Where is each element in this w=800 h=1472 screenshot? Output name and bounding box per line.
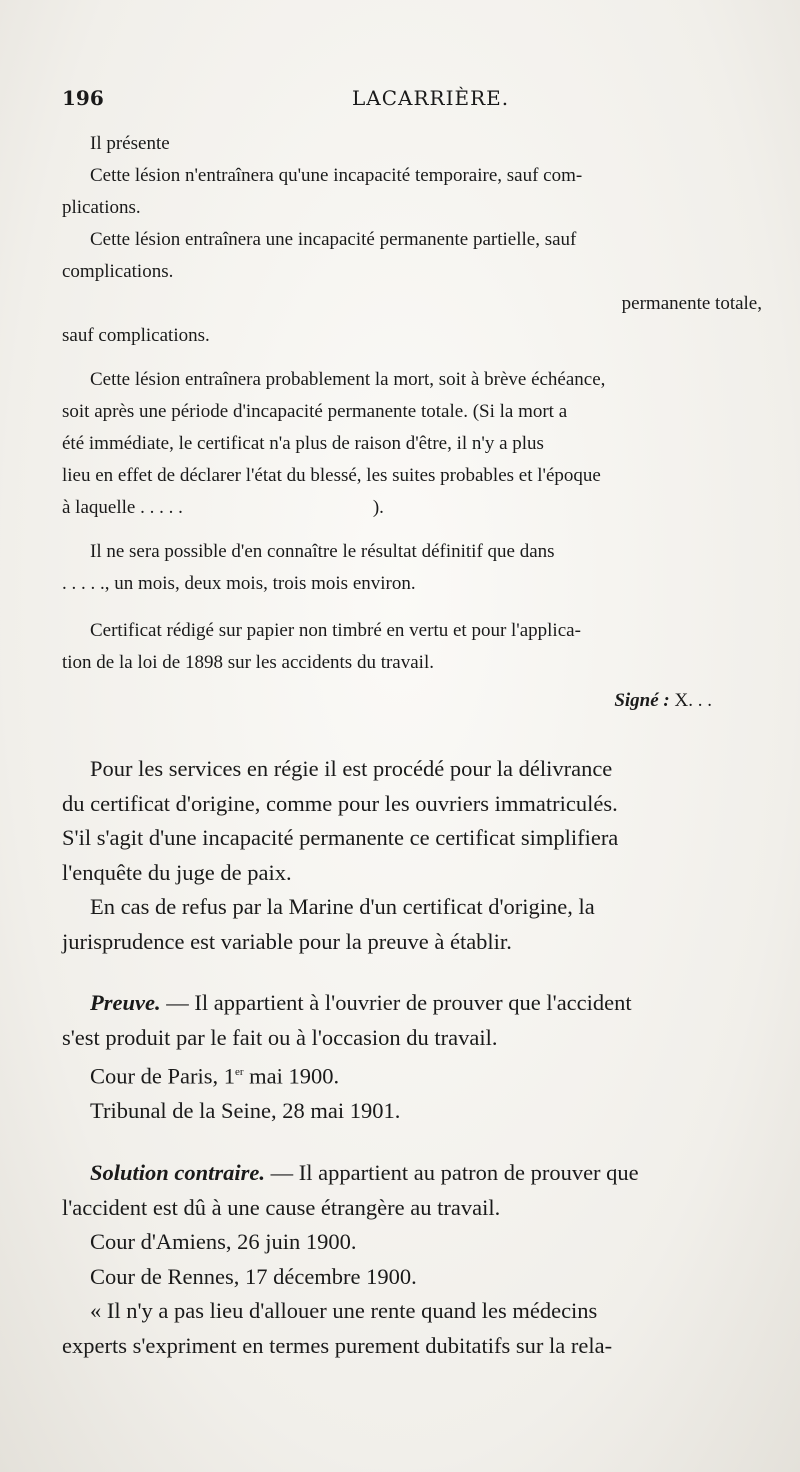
cour-rennes-citation: Cour de Rennes, 17 décembre 1900. — [90, 1263, 417, 1289]
option-temporaire-line2: plications. — [62, 197, 141, 218]
rente-line1: « Il n'y a pas lieu d'allouer une rente quand les médecins — [90, 1298, 598, 1323]
regie-line1: Pour les services en régie il est procédé pour la délivrance — [90, 756, 613, 781]
option-partielle-line1: Cette lésion entraînera une incapacité permanente partielle, sauf — [90, 229, 577, 250]
preuve-label: Preuve. — [90, 990, 161, 1015]
resultat-line1: Il ne sera possible d'en connaître le résultat définitif que dans — [90, 541, 555, 562]
signature-label: Signé : — [614, 690, 670, 711]
preuve-paragraph — [62, 986, 762, 1129]
solution-line2: l'accident est dû à une cause étrangère au travail. — [62, 1194, 501, 1220]
cour-amiens-citation: Cour d'Amiens, 26 juin 1900. — [90, 1229, 357, 1254]
signature-line — [62, 685, 762, 717]
cour-paris-text: Cour de Paris, 1 — [90, 1063, 235, 1089]
cour-paris-sup: er — [235, 1066, 244, 1078]
resultat-line2: . . . . ., un mois, deux mois, trois mois environ. — [62, 573, 416, 594]
running-head: LACARRIÈRE. — [352, 86, 510, 110]
form-resultat-paragraph — [62, 536, 762, 600]
rente-line2: experts s'expriment en termes purement dubitatifs sur la rela- — [62, 1332, 613, 1358]
solution-line1 — [62, 1156, 762, 1191]
mort-line5: à laquelle . . . . . ). — [62, 497, 384, 518]
preuve-line2: s'est produit par le fait ou à l'occasion du travail. — [62, 1024, 498, 1050]
solution-text: — Il appartient au patron de prouver que — [265, 1160, 639, 1185]
option-totale-line1: permanente totale, — [621, 293, 762, 314]
page-header — [62, 86, 762, 116]
refus-line1: En cas de refus par la Marine d'un certificat d'origine, la — [90, 894, 595, 919]
regie-line3: S'il s'agit d'une incapacité permanente ce certificat simplifiera — [62, 825, 619, 850]
refus-line2: jurisprudence est variable pour la preuve à établir. — [62, 928, 512, 954]
certificat-line1: Certificat rédigé sur papier non timbré en vertu et pour l'applica- — [90, 620, 581, 641]
mort-line4: lieu en effet de déclarer l'état du blessé, les suites probables et l'époque — [62, 465, 601, 486]
form-mort-paragraph — [62, 364, 762, 524]
regie-paragraph — [62, 752, 762, 959]
signature-value: X. . . — [674, 690, 712, 711]
tribunal-seine-citation: Tribunal de la Seine, 28 mai 1901. — [90, 1098, 401, 1123]
form-certificat-paragraph — [62, 615, 762, 717]
cour-paris-citation — [62, 1055, 762, 1094]
regie-line2: du certificat d'origine, comme pour les ouvriers immatriculés. — [62, 790, 618, 816]
line-presente: Il présente — [90, 133, 170, 154]
mort-line1: Cette lésion entraînera probablement la mort, soit à brève échéance, — [90, 369, 606, 390]
solution-label: Solution contraire. — [90, 1160, 266, 1185]
preuve-line1 — [62, 986, 762, 1021]
mort-line2: soit après une période d'incapacité permanente totale. (Si la mort a — [62, 401, 568, 422]
regie-line4: l'enquête du juge de paix. — [62, 859, 292, 885]
cour-paris-date: mai 1900. — [243, 1063, 340, 1089]
option-totale-line2: sauf complications. — [62, 325, 210, 346]
option-partielle-line2: complications. — [62, 261, 174, 282]
certificat-line2: tion de la loi de 1898 sur les accidents du travail. — [62, 652, 434, 673]
preuve-text: — Il appartient à l'ouvrier de prouver que l'accident — [160, 990, 632, 1015]
mort-line3: été immédiate, le certificat n'a plus de raison d'être, il n'y a plus — [62, 433, 544, 454]
page-number: 196 — [62, 86, 104, 110]
form-lesion-options — [62, 128, 762, 352]
option-temporaire-line1: Cette lésion n'entraînera qu'une incapacité temporaire, sauf com- — [90, 165, 583, 186]
solution-paragraph — [62, 1156, 762, 1363]
